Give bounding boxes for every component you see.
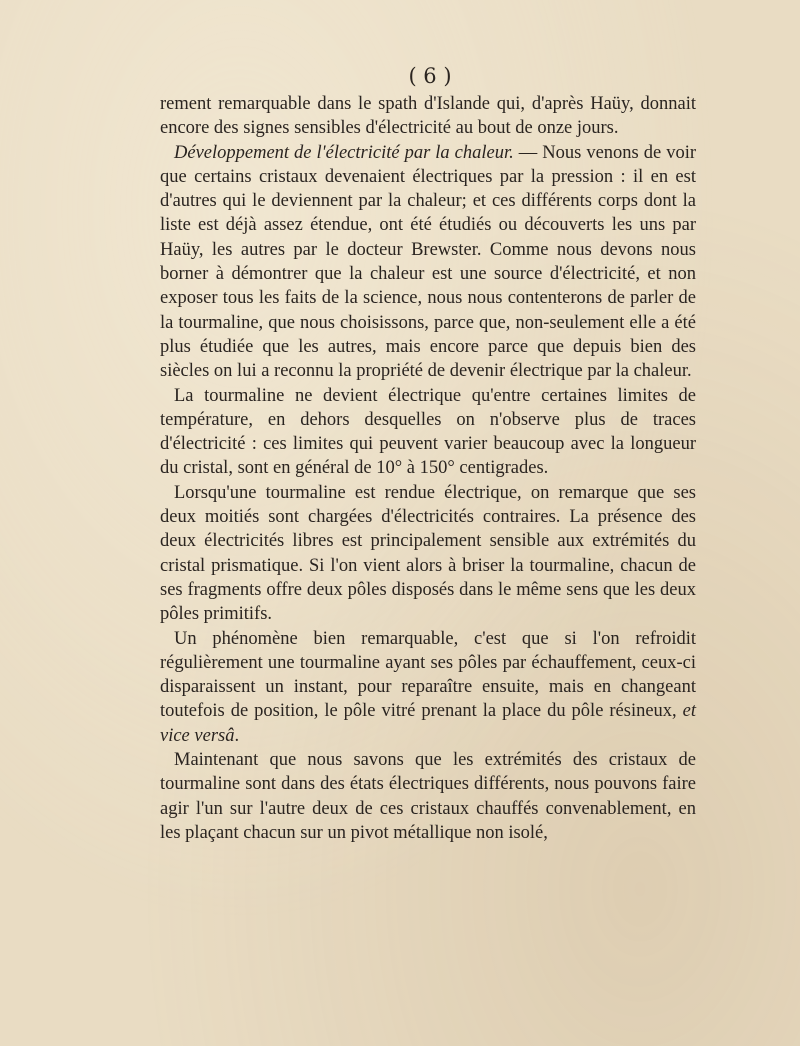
page-number: ( 6 ): [408, 64, 452, 88]
paragraph-2: [160, 141, 696, 384]
body-text: [160, 92, 696, 845]
paragraph-5-tail: .: [234, 725, 240, 746]
paragraph-1-text: rement remarquable dans le spath d'Islande qui, d'après Haüy, donnait encore des signes sensibles d'électricité au bout de onze jours.: [160, 94, 696, 139]
paragraph-5-text: Un phénomène bien remarquable, c'est que si l'on refroidit régulièrement une tourmaline ayant ses pôles par échauffement, ceux-ci disparaissent un instant, pour reparaître ensuite, mais en changeant toutefois de position, le pôle vitré prenant la place du pôle résineux,: [160, 628, 696, 722]
paragraph-1: [160, 92, 696, 141]
paragraph-2-text: — Nous venons de voir que certains cristaux devenaient électriques par la pression : il en est d'autres qui le deviennent par la chaleur; et ces différents corps dont la liste est déjà assez étendue, ont été étudiés ou découverts les uns par Haüy, les autres par le docteur Brewster. Comme nous devons nous borner à démontrer que la chaleur est une source d'électricité, et non exposer tous les faits de la science, nous nous contenterons de parler de la tourmaline, que nous choisissons, parce que, non-seulement elle a été plus étudiée que les autres, mais encore parce que depuis bien des siècles on lui a reconnu la propriété de devenir électrique par la chaleur.: [160, 142, 697, 382]
paragraph-4: [160, 481, 696, 627]
section-title: Développement de l'électricité par la chaleur.: [174, 142, 514, 163]
paragraph-5: [160, 627, 696, 748]
paragraph-4-text: Lorsqu'une tourmaline est rendue électrique, on remarque que ses deux moitiés sont chargées d'électricités contraires. La présence des deux électricités libres est principalement sensible aux extrémités du cristal prismatique. Si l'on vient alors à briser la tourmaline, chacun de ses fragments offre deux pôles disposés dans le même sens que les deux pôles primitifs.: [160, 482, 696, 625]
paragraph-3: [160, 384, 696, 481]
paragraph-6-text: Maintenant que nous savons que les extrémités des cristaux de tourmaline sont dans des états électriques différents, nous pouvons faire agir l'un sur l'autre deux de ces cristaux chauffés convenablement, en les plaçant chacun sur un pivot métallique non isolé,: [160, 750, 696, 843]
paragraph-6: [160, 748, 696, 845]
paragraph-3-text: La tourmaline ne devient électrique qu'entre certaines limites de température, en dehors desquelles on n'observe plus de traces d'électricité : ces limites qui peuvent varier beaucoup avec la longueur du cristal, sont en général de 10° à 150° centigrades.: [160, 385, 696, 479]
paragraph-5-italic: et vice versâ: [160, 701, 696, 746]
